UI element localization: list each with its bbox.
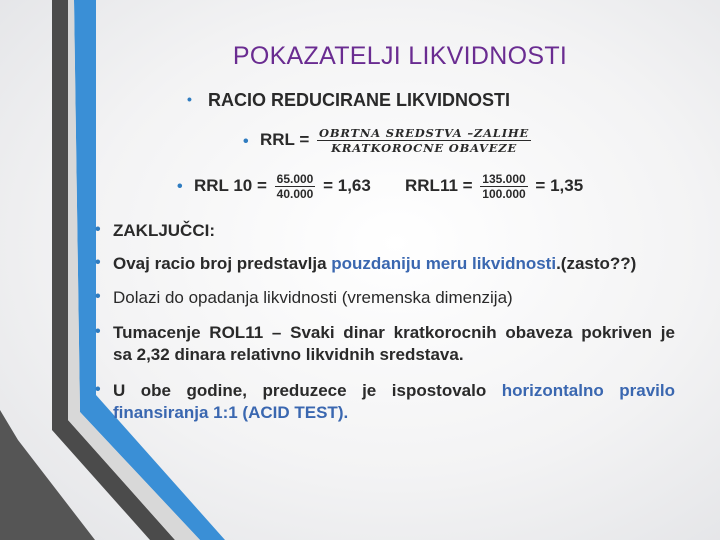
bullet-icon: •	[95, 288, 101, 305]
conclusion-3-line2: sa 2,32 dinara relativno likvidnih sredstava.	[113, 345, 464, 364]
bullet-icon: •	[243, 133, 249, 150]
formula-label: RRL =	[260, 129, 310, 149]
bullet-icon: •	[95, 221, 101, 238]
conclusion-2: Dolazi do opadanja likvidnosti (vremenska dimenzija)	[113, 288, 513, 307]
conclusions-label: ZAKLJUČCI:	[113, 221, 215, 240]
calc2-result: = 1,35	[535, 175, 584, 195]
calc1-label: RRL 10 =	[194, 175, 267, 195]
conclusion-1-tail: .(zasto??)	[556, 254, 637, 273]
conclusion-4-highlight: horizontalno pravilo	[501, 381, 675, 400]
conclusion-4-text: U obe godine, preduzece je ispostovalo	[113, 381, 502, 400]
calc1-denominator: 40.000	[276, 187, 314, 201]
section-heading: RACIO REDUCIRANE LIKVIDNOSTI	[208, 90, 511, 110]
conclusion-3-line1: Tumacenje ROL11 – Svaki dinar kratkorocnih obaveza pokriven je	[113, 323, 675, 342]
formula-numerator: OBRTNA SREDSTVA –ZALIHE	[319, 126, 530, 140]
calc1-fraction	[275, 172, 316, 201]
conclusion-1	[113, 253, 636, 275]
page-title: POKAZATELJI LIKVIDNOSTI	[232, 42, 568, 70]
conclusion-4-line2: finansiranja 1:1 (ACID TEST).	[113, 403, 349, 422]
calc2-numerator: 135.000	[482, 172, 526, 186]
conclusion-4	[113, 380, 675, 424]
bullet-icon: •	[95, 323, 101, 340]
conclusion-1-text: Ovaj racio broj predstavlja	[113, 254, 332, 273]
bullet-icon: •	[95, 381, 101, 398]
formula-denominator: KRATKOROCNE OBAVEZE	[331, 141, 518, 155]
formula-line	[260, 126, 534, 155]
conclusion-3	[113, 322, 675, 366]
calc2-fraction	[480, 172, 527, 201]
calc-line-2	[405, 172, 583, 201]
conclusion-1-highlight: pouzdaniju meru likvidnosti	[331, 254, 557, 273]
formula-fraction	[317, 126, 531, 155]
calc1-numerator: 65.000	[276, 172, 314, 186]
calc1-result: = 1,63	[323, 175, 371, 195]
calc2-denominator: 100.000	[482, 187, 526, 201]
bullet-icon: •	[95, 254, 101, 271]
bullet-icon: •	[187, 91, 192, 107]
bullet-icon: •	[177, 178, 183, 195]
calc2-label: RRL11 =	[405, 175, 473, 195]
conclusion-4-line1	[113, 380, 675, 402]
calc-line-1	[194, 172, 371, 201]
